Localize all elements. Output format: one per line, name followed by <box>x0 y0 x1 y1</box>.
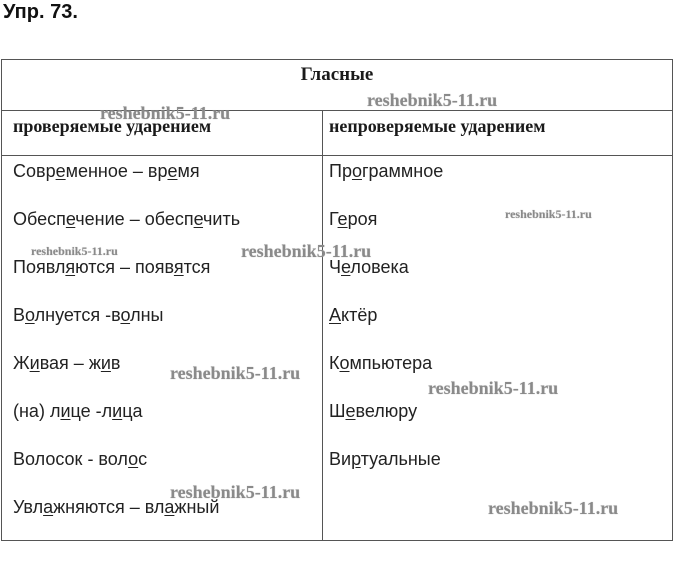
watermark: reshebnik5-11.ru <box>170 482 301 502</box>
word-part: тся <box>183 257 211 277</box>
stressed-letter: А <box>329 305 342 325</box>
word-part: жняются – вл <box>53 497 165 517</box>
column-header-unchecked: непроверяемые ударением <box>329 116 546 136</box>
right-row-4 <box>329 305 377 326</box>
left-row-4 <box>13 305 163 326</box>
word-part: менное – вр <box>65 161 168 181</box>
word-part: - вол <box>82 449 129 469</box>
word-part: вая – ж <box>39 353 101 373</box>
word-part: велюру <box>355 401 418 421</box>
stressed-letter: и <box>60 401 71 421</box>
stressed-letter: о <box>339 353 350 373</box>
word-part: Совр <box>13 161 56 181</box>
stressed-letter: е <box>193 209 204 229</box>
left-row-6 <box>13 401 143 422</box>
watermark: reshebnik5-11.ru <box>428 378 559 398</box>
watermark: reshebnik5-11.ru <box>367 90 498 110</box>
right-row-6 <box>329 401 417 422</box>
word-part: Пр <box>329 161 352 181</box>
stressed-letter: о <box>351 161 362 181</box>
word-part: роя <box>347 209 378 229</box>
word-part: Ш <box>329 401 346 421</box>
watermark: reshebnik5-11.ru <box>505 207 592 221</box>
right-row-7 <box>329 449 441 470</box>
left-row-5 <box>13 353 120 374</box>
word-part: Ч <box>329 257 341 277</box>
word-part: ловека <box>350 257 409 277</box>
exercise-title: Упр. 73. <box>3 1 78 23</box>
stressed-letter: е <box>65 209 76 229</box>
stressed-letter: е <box>337 209 348 229</box>
word-part: Обесп <box>13 209 66 229</box>
word-part: Увл <box>13 497 44 517</box>
stressed-letter: о <box>128 449 139 469</box>
word-part: чение – обесп <box>75 209 194 229</box>
word-part: в <box>110 353 121 373</box>
word-part: граммное <box>361 161 444 181</box>
watermark: reshebnik5-11.ru <box>31 244 118 258</box>
stressed-letter: и <box>112 401 123 421</box>
watermark: reshebnik5-11.ru <box>241 241 372 261</box>
right-row-2 <box>329 209 377 230</box>
stressed-letter: а <box>43 497 54 517</box>
word-part: лнуется -в <box>34 305 121 325</box>
stressed-letter: е <box>341 257 351 277</box>
word-part: В <box>13 305 26 325</box>
word-part: лны <box>130 305 164 325</box>
word-part: К <box>329 353 340 373</box>
word-part: Ви <box>329 449 352 469</box>
word-part: (на) л <box>13 401 61 421</box>
stressed-letter: р <box>351 449 361 469</box>
watermark: reshebnik5-11.ru <box>100 103 231 123</box>
column-divider <box>322 110 323 540</box>
word-part: ктёр <box>341 305 378 325</box>
stressed-letter: и <box>100 353 111 373</box>
word-part: жный <box>174 497 220 517</box>
left-row-3 <box>13 257 210 278</box>
word-part: чить <box>203 209 241 229</box>
divider <box>2 155 672 156</box>
stressed-letter: я <box>173 257 184 277</box>
word-part: Появл <box>13 257 66 277</box>
word-part: ца <box>122 401 143 421</box>
word-part: мя <box>177 161 200 181</box>
column-header-checked: проверяемые ударением <box>13 116 212 136</box>
stressed-letter: о <box>120 305 131 325</box>
word-part: с <box>138 449 148 469</box>
left-row-1 <box>13 161 200 182</box>
stressed-letter: о <box>25 305 35 325</box>
right-row-1 <box>329 161 443 182</box>
word-part: Волосок <box>13 449 83 469</box>
word-part: Ж <box>13 353 30 373</box>
table-header: Гласные <box>300 64 374 85</box>
vowels-table <box>1 59 673 541</box>
stressed-letter: я <box>65 257 76 277</box>
stressed-letter: е <box>55 161 66 181</box>
stressed-letter: а <box>164 497 175 517</box>
stressed-letter: е <box>167 161 178 181</box>
stressed-letter: е <box>345 401 356 421</box>
word-part: це -л <box>70 401 113 421</box>
word-part: туальные <box>360 449 441 469</box>
word-part: ются – появ <box>75 257 174 277</box>
watermark: reshebnik5-11.ru <box>488 498 619 518</box>
watermark: reshebnik5-11.ru <box>170 363 301 383</box>
word-part: Г <box>329 209 338 229</box>
stressed-letter: и <box>29 353 40 373</box>
left-row-7 <box>13 449 147 470</box>
left-row-2 <box>13 209 240 230</box>
word-part: мпьютера <box>349 353 433 373</box>
right-row-5 <box>329 353 432 374</box>
